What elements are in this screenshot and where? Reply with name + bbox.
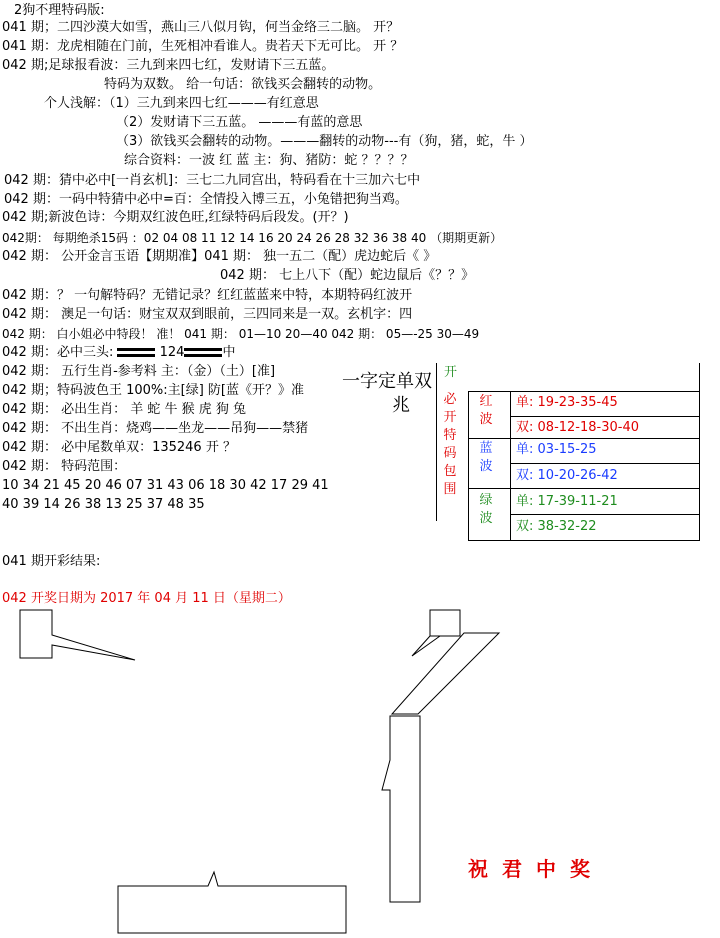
- line-23: 042 期： 必中尾数单双：135246 开 ？: [2, 440, 236, 455]
- blessing-text: 祝君中奖: [468, 857, 604, 881]
- line-25: 10 34 21 45 20 46 07 31 43 06 18 30 42 17 29 41: [2, 478, 329, 493]
- line-9: 042 期：猜中必中[一肖玄机]：三七二九同宫出，特码看在十三加六七中: [4, 173, 421, 188]
- line-2: 041 期：龙虎相随在门前，生死相冲看谁人。贵若天下无可比。 开 ？: [2, 39, 404, 54]
- side-label: 必开特码包围: [443, 392, 457, 497]
- blue-even: 双: 10-20-26-42: [516, 468, 618, 483]
- line-4: 特码为双数。 给一句话：欲钱买会翻转的动物。: [104, 77, 382, 92]
- line-24: 042 期： 特码范围：: [2, 459, 127, 474]
- line-19: 042 期： 五行生肖-参考料 主：（金）（土）[准]: [2, 364, 276, 379]
- callout-left: [20, 610, 135, 660]
- overlap-heading: 一字定单双: [342, 371, 432, 392]
- blue-odd: 单: 03-15-25: [516, 442, 597, 457]
- line-15: 042 期：？ 一句解特码？无错记录？红红蓝蓝来中特，本期特码红波开: [2, 288, 413, 303]
- green-even: 双: 38-32-22: [516, 519, 597, 534]
- red-odd: 单: 19-23-35-45: [516, 395, 618, 410]
- line-22: 042 期： 不出生肖：烧鸡——坐龙——吊狗——禁猪: [2, 421, 309, 436]
- line-11: 042 期;新波色诗：今期双红波色旺,红绿特码后段发。(开？): [2, 210, 349, 225]
- draw-date-line: 042 开奖日期为 2017 年 04 月 11 日（星期二）: [2, 591, 291, 606]
- line-3: 042 期;足球报看波：三九到来四七红，发财请下三五蓝。: [2, 58, 335, 73]
- red-wave-label: 红波: [479, 394, 493, 427]
- vertical-pillar: [382, 716, 420, 902]
- line-8: 综合资料：一波 红 蓝 主：狗、猪防：蛇 ？？？？: [124, 153, 414, 168]
- green-odd: 单: 17-39-11-21: [516, 494, 618, 509]
- line-7: （3）欲钱买会翻转的动物。———翻转的动物---有（狗，猪，蛇，牛 ）: [116, 134, 533, 149]
- line-20: 042 期；特码波色王 100%:主[绿] 防[蓝《开？》准: [2, 383, 304, 398]
- callout-right-pointer: [412, 636, 440, 656]
- base-box: [118, 872, 346, 933]
- page-title: 2狗不理特码版:: [14, 3, 105, 18]
- line-21: 042 期： 必出生肖： 羊 蛇 牛 猴 虎 狗 兔: [2, 402, 247, 417]
- red-even: 双: 08-12-18-30-40: [516, 420, 640, 435]
- line-14: 042 期： 七上八下（配）蛇边鼠后《？？》: [220, 268, 475, 283]
- line-12: 042期： 每期绝杀15码 ：02 04 08 11 12 14 16 20 24 26 28 32 36 38 40 （期期更新）: [2, 231, 503, 245]
- line-18-value: 124: [159, 345, 185, 360]
- line-10: 042 期：一码中特猜中必中=百：全情投入博三五，小兔错把狗当鸡。: [4, 192, 408, 207]
- line-16: 042 期： 澳足一句话：财宝双双到眼前，三四同来是一双。玄机字：四: [2, 307, 413, 322]
- blue-wave-label: 蓝波: [479, 441, 493, 474]
- overlap-heading-2: 兆: [392, 395, 410, 416]
- line-1: 041 期；二四沙漠大如雪，燕山三八似月钩，何当金络三二脑。 开？: [2, 20, 400, 35]
- open-label: 开: [444, 365, 458, 380]
- line-13: 042 期： 公开金言玉语【期期准】041 期： 独一五二（配）虎边蛇后《 》: [2, 249, 437, 264]
- line-27: 041 期开彩结果:: [2, 554, 101, 569]
- slanted-bar: [392, 633, 499, 714]
- line-26: 40 39 14 26 38 13 25 37 48 35: [2, 497, 205, 512]
- line-5: 个人浅解：（1）三九到来四七红———有红意思: [44, 96, 319, 111]
- line-17: 042 期： 白小姐必中特段！ 准！ 041 期： 01—10 20—40 042 期： 05—-25 30—49: [2, 327, 480, 341]
- line-18-label: 042 期：必中三头:: [2, 345, 114, 360]
- callout-right: [430, 610, 460, 636]
- line-18-suffix: 中: [222, 345, 236, 360]
- green-wave-label: 绿波: [479, 493, 493, 526]
- line-6: （2）发财请下三五蓝。 ———有蓝的意思: [116, 115, 363, 130]
